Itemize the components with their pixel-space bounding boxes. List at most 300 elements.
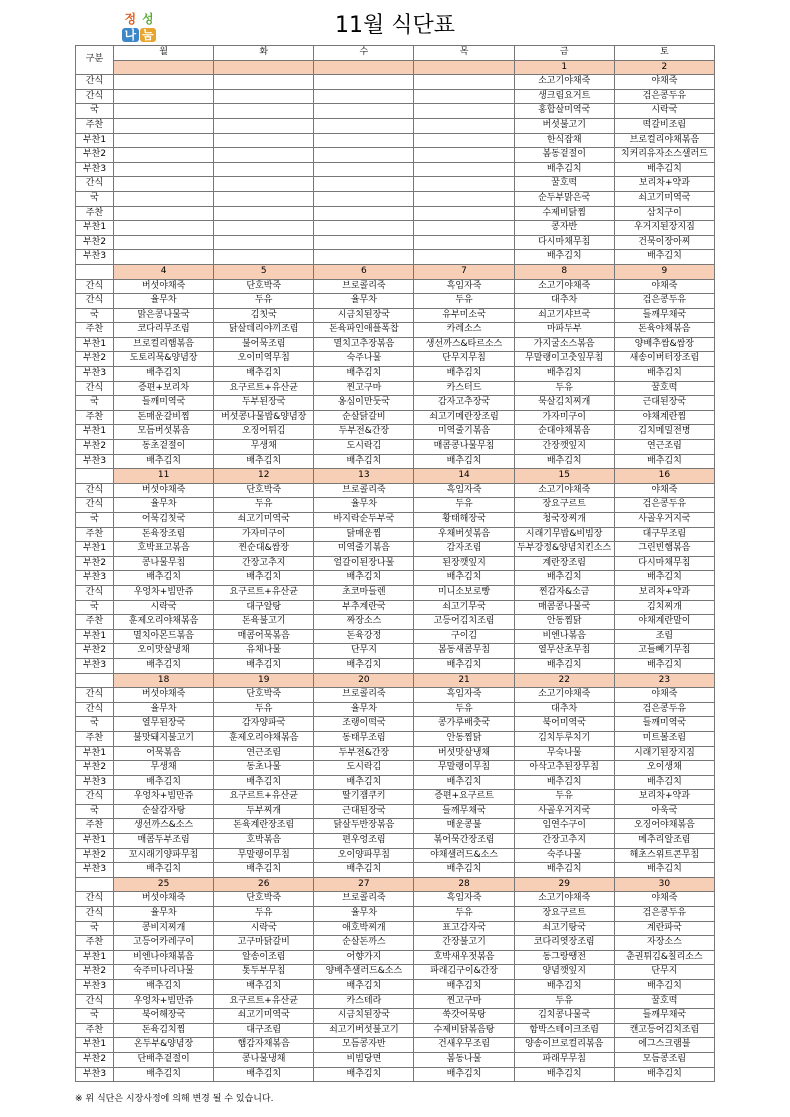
date-row xyxy=(76,877,715,892)
menu-row xyxy=(76,381,715,396)
menu-cell: 북어해장국 xyxy=(114,1009,214,1024)
menu-row xyxy=(76,542,715,557)
menu-cell: 어묵김칫국 xyxy=(114,513,214,528)
menu-cell xyxy=(414,177,514,192)
menu-row xyxy=(76,323,715,338)
row-label: 주찬 xyxy=(76,936,114,951)
menu-cell: 우엉차+빔만쥬 xyxy=(114,994,214,1009)
menu-cell: 율무차 xyxy=(114,498,214,513)
menu-cell: 버섯야채죽 xyxy=(114,892,214,907)
menu-cell: 배추김치 xyxy=(614,658,714,673)
menu-cell: 매운콩불 xyxy=(414,819,514,834)
menu-cell: 건새우무조림 xyxy=(414,1038,514,1053)
menu-cell: 캔고등어김치조림 xyxy=(614,1023,714,1038)
menu-table xyxy=(75,45,715,1082)
menu-cell: 카스테라 xyxy=(314,994,414,1009)
row-label: 간식 xyxy=(76,279,114,294)
date-cell xyxy=(414,60,514,75)
menu-cell: 배추김치 xyxy=(214,571,314,586)
logo-char: 정 xyxy=(122,12,139,27)
menu-cell: 쇠고기무국 xyxy=(414,600,514,615)
menu-cell: 숙주나물 xyxy=(514,848,614,863)
menu-cell: 요구르트+유산균 xyxy=(214,585,314,600)
menu-cell xyxy=(114,104,214,119)
menu-cell: 그린빈햄볶음 xyxy=(614,542,714,557)
menu-cell: 가지굴소스볶음 xyxy=(514,337,614,352)
row-label: 국 xyxy=(76,513,114,528)
menu-cell: 장요구르트 xyxy=(514,907,614,922)
menu-cell: 찐감자&소금 xyxy=(514,585,614,600)
menu-cell: 버섯야채죽 xyxy=(114,688,214,703)
menu-row xyxy=(76,746,715,761)
menu-cell: 다시마채무침 xyxy=(614,556,714,571)
menu-cell: 브로컬리햄볶음 xyxy=(114,337,214,352)
menu-cell: 아욱국 xyxy=(614,804,714,819)
menu-cell: 두유 xyxy=(514,994,614,1009)
menu-cell: 우엉차+빔만쥬 xyxy=(114,790,214,805)
menu-cell: 파래김구이&간장 xyxy=(414,965,514,980)
date-cell: 25 xyxy=(114,877,214,892)
menu-cell: 브로컬리야채볶음 xyxy=(614,133,714,148)
menu-cell: 쇠고기미역국 xyxy=(614,191,714,206)
menu-cell: 단무지 xyxy=(614,965,714,980)
menu-cell: 배추김치 xyxy=(214,454,314,469)
menu-cell: 홍합살미역국 xyxy=(514,104,614,119)
menu-cell xyxy=(314,75,414,90)
menu-cell: 생크림요거트 xyxy=(514,89,614,104)
menu-row xyxy=(76,892,715,907)
menu-cell: 돈육김치찜 xyxy=(114,1023,214,1038)
row-label: 부찬1 xyxy=(76,542,114,557)
menu-cell: 코다리엿장조림 xyxy=(514,936,614,951)
menu-cell: 배추김치 xyxy=(214,367,314,382)
menu-cell: 배추김치 xyxy=(614,250,714,265)
menu-cell: 카레소스 xyxy=(414,323,514,338)
menu-cell: 동태무조림 xyxy=(314,731,414,746)
menu-cell: 새송이버터장조림 xyxy=(614,352,714,367)
day-header: 토 xyxy=(614,46,714,61)
menu-cell: 사골우거지국 xyxy=(514,804,614,819)
row-label: 주찬 xyxy=(76,819,114,834)
row-label: 부찬3 xyxy=(76,250,114,265)
date-cell: 19 xyxy=(214,673,314,688)
menu-cell: 율무차 xyxy=(314,702,414,717)
date-row xyxy=(76,469,715,484)
menu-cell xyxy=(214,250,314,265)
menu-cell xyxy=(414,221,514,236)
menu-cell: 김치메밀전병 xyxy=(614,425,714,440)
menu-cell: 배추김치 xyxy=(314,367,414,382)
menu-cell xyxy=(114,118,214,133)
menu-cell: 검은콩두유 xyxy=(614,294,714,309)
menu-cell: 계란파국 xyxy=(614,921,714,936)
menu-cell: 배추김치 xyxy=(114,454,214,469)
menu-cell: 아삭고추된장무침 xyxy=(514,761,614,776)
menu-cell: 동초나물 xyxy=(214,761,314,776)
menu-cell: 순살돈까스 xyxy=(314,936,414,951)
row-label: 국 xyxy=(76,308,114,323)
date-cell: 7 xyxy=(414,264,514,279)
menu-cell xyxy=(114,191,214,206)
menu-cell: 고등어카레구이 xyxy=(114,936,214,951)
date-row-label xyxy=(76,469,114,484)
menu-cell xyxy=(114,162,214,177)
menu-cell: 콩자반 xyxy=(514,221,614,236)
row-label: 주찬 xyxy=(76,410,114,425)
menu-cell: 배추김치 xyxy=(314,1067,414,1082)
menu-cell: 시금치된장국 xyxy=(314,308,414,323)
menu-cell: 배추김치 xyxy=(114,571,214,586)
menu-cell: 김치콩나물국 xyxy=(514,1009,614,1024)
menu-cell: 버섯야채죽 xyxy=(114,483,214,498)
menu-cell: 배추김치 xyxy=(114,863,214,878)
menu-cell: 요구르트+유산균 xyxy=(214,790,314,805)
menu-cell xyxy=(214,89,314,104)
menu-cell: 쑥갓어묵탕 xyxy=(414,1009,514,1024)
menu-row xyxy=(76,994,715,1009)
menu-cell: 단호박죽 xyxy=(214,892,314,907)
menu-cell: 양념깻잎지 xyxy=(514,965,614,980)
menu-cell: 배추김치 xyxy=(614,162,714,177)
menu-cell: 배추김치 xyxy=(114,980,214,995)
menu-cell: 비빔당면 xyxy=(314,1052,414,1067)
menu-row xyxy=(76,863,715,878)
menu-cell: 임연수구이 xyxy=(514,819,614,834)
menu-row xyxy=(76,936,715,951)
menu-cell: 연근조림 xyxy=(214,746,314,761)
menu-cell: 우채버섯볶음 xyxy=(414,527,514,542)
menu-cell: 검은콩두유 xyxy=(614,702,714,717)
menu-cell: 배추김치 xyxy=(214,1067,314,1082)
menu-cell: 두부된장국 xyxy=(214,396,314,411)
menu-cell: 배추김치 xyxy=(414,775,514,790)
menu-cell: 호박표고볶음 xyxy=(114,542,214,557)
menu-cell: 단무지 xyxy=(314,644,414,659)
menu-cell: 모듬콩조림 xyxy=(614,1052,714,1067)
menu-cell: 율무차 xyxy=(114,907,214,922)
menu-row xyxy=(76,498,715,513)
row-label: 주찬 xyxy=(76,118,114,133)
date-cell: 21 xyxy=(414,673,514,688)
menu-cell: 양송이브로컬리볶음 xyxy=(514,1038,614,1053)
menu-row xyxy=(76,177,715,192)
menu-cell: 바지락순두부국 xyxy=(314,513,414,528)
row-label: 부찬2 xyxy=(76,848,114,863)
menu-cell: 열무된장국 xyxy=(114,717,214,732)
menu-row xyxy=(76,118,715,133)
menu-cell: 어향가지 xyxy=(314,950,414,965)
row-label: 부찬2 xyxy=(76,352,114,367)
menu-cell: 알송이조림 xyxy=(214,950,314,965)
menu-cell: 장요구르트 xyxy=(514,498,614,513)
row-label: 부찬2 xyxy=(76,235,114,250)
row-label: 국 xyxy=(76,804,114,819)
menu-cell: 조랭이떡국 xyxy=(314,717,414,732)
menu-cell xyxy=(214,75,314,90)
menu-cell: 봄동나물 xyxy=(414,1052,514,1067)
menu-cell xyxy=(114,206,214,221)
menu-cell: 소고기야채죽 xyxy=(514,688,614,703)
footer-note: ※ 위 식단은 시장사정에 의해 변경 될 수 있습니다. xyxy=(75,1094,274,1104)
menu-cell: 불어묵조림 xyxy=(214,337,314,352)
date-cell: 30 xyxy=(614,877,714,892)
header-row xyxy=(76,46,715,61)
menu-cell xyxy=(414,191,514,206)
menu-cell: 율무차 xyxy=(314,907,414,922)
row-label: 부찬2 xyxy=(76,761,114,776)
menu-cell: 율무차 xyxy=(114,294,214,309)
menu-cell: 야채계란찜 xyxy=(614,410,714,425)
menu-cell: 생선까스&소스 xyxy=(114,819,214,834)
menu-cell: 단호박죽 xyxy=(214,688,314,703)
menu-cell: 오이생채 xyxy=(614,761,714,776)
row-label: 부찬3 xyxy=(76,775,114,790)
menu-cell: 꿀호떡 xyxy=(614,381,714,396)
menu-cell: 돈육파인애플폭찹 xyxy=(314,323,414,338)
menu-cell: 두유 xyxy=(214,294,314,309)
menu-cell xyxy=(114,133,214,148)
row-label: 부찬1 xyxy=(76,834,114,849)
menu-row xyxy=(76,571,715,586)
date-cell: 28 xyxy=(414,877,514,892)
menu-cell: 율무차 xyxy=(314,498,414,513)
menu-cell: 에그스크램블 xyxy=(614,1038,714,1053)
menu-cell: 소고기야채죽 xyxy=(514,279,614,294)
row-label: 간식 xyxy=(76,294,114,309)
menu-row xyxy=(76,921,715,936)
row-label: 간식 xyxy=(76,89,114,104)
menu-cell: 북어미역국 xyxy=(514,717,614,732)
menu-row xyxy=(76,731,715,746)
menu-cell: 김치두루치기 xyxy=(514,731,614,746)
row-label: 부찬3 xyxy=(76,1067,114,1082)
menu-cell: 두부전&간장 xyxy=(314,746,414,761)
row-label: 부찬2 xyxy=(76,556,114,571)
menu-cell: 흑임자죽 xyxy=(414,688,514,703)
row-label: 부찬2 xyxy=(76,148,114,163)
menu-cell: 춘권튀김&칠리소스 xyxy=(614,950,714,965)
menu-cell xyxy=(314,177,414,192)
menu-cell xyxy=(314,206,414,221)
menu-cell: 배추김치 xyxy=(314,571,414,586)
date-row-label xyxy=(76,877,114,892)
menu-cell: 요구르트+유산균 xyxy=(214,381,314,396)
menu-cell: 맑은콩나물국 xyxy=(114,308,214,323)
menu-cell: 파래무무침 xyxy=(514,1052,614,1067)
menu-cell: 브로콜리죽 xyxy=(314,688,414,703)
menu-cell: 햄감자채볶음 xyxy=(214,1038,314,1053)
menu-cell: 배추김치 xyxy=(514,658,614,673)
menu-cell: 율무차 xyxy=(114,702,214,717)
menu-cell xyxy=(314,89,414,104)
logo-char: 눔 xyxy=(140,28,157,43)
menu-cell xyxy=(314,162,414,177)
row-label: 주찬 xyxy=(76,323,114,338)
menu-cell: 배추김치 xyxy=(414,658,514,673)
menu-cell: 표고감자국 xyxy=(414,921,514,936)
menu-row xyxy=(76,75,715,90)
menu-cell: 수제비닭볶음탕 xyxy=(414,1023,514,1038)
menu-row xyxy=(76,1038,715,1053)
menu-row xyxy=(76,337,715,352)
menu-cell xyxy=(214,133,314,148)
date-cell: 8 xyxy=(514,264,614,279)
menu-cell: 배추김치 xyxy=(214,658,314,673)
menu-cell: 오이미역무침 xyxy=(214,352,314,367)
menu-cell: 돈육야채볶음 xyxy=(614,323,714,338)
menu-cell: 대추차 xyxy=(514,702,614,717)
date-cell: 29 xyxy=(514,877,614,892)
menu-row xyxy=(76,396,715,411)
menu-cell: 들깨미역국 xyxy=(614,717,714,732)
menu-cell: 부추계란국 xyxy=(314,600,414,615)
menu-cell xyxy=(214,162,314,177)
menu-row xyxy=(76,819,715,834)
menu-cell: 애호박찌개 xyxy=(314,921,414,936)
menu-row xyxy=(76,790,715,805)
menu-cell: 오징어야채볶음 xyxy=(614,819,714,834)
row-label: 주찬 xyxy=(76,731,114,746)
menu-row xyxy=(76,834,715,849)
menu-cell: 비엔나야채볶음 xyxy=(114,950,214,965)
menu-cell: 야채죽 xyxy=(614,688,714,703)
menu-row xyxy=(76,907,715,922)
menu-cell: 순대야채볶음 xyxy=(514,425,614,440)
row-label: 국 xyxy=(76,600,114,615)
menu-cell: 증편+요구르트 xyxy=(414,790,514,805)
menu-cell: 검은콩두유 xyxy=(614,498,714,513)
logo-char: 나 xyxy=(122,28,139,43)
menu-cell: 야채죽 xyxy=(614,892,714,907)
menu-cell: 단호박죽 xyxy=(214,279,314,294)
menu-cell: 배추김치 xyxy=(214,775,314,790)
menu-cell: 쇠고기탕국 xyxy=(514,921,614,936)
menu-cell: 수제비닭찜 xyxy=(514,206,614,221)
menu-cell: 대구조림 xyxy=(214,1023,314,1038)
menu-row xyxy=(76,148,715,163)
row-label: 부찬1 xyxy=(76,133,114,148)
menu-cell: 두유 xyxy=(214,907,314,922)
date-row xyxy=(76,673,715,688)
menu-cell xyxy=(214,177,314,192)
date-cell: 1 xyxy=(514,60,614,75)
menu-cell: 된장깻잎지 xyxy=(414,556,514,571)
menu-cell: 간장깻잎지 xyxy=(514,440,614,455)
date-cell: 11 xyxy=(114,469,214,484)
menu-cell: 미니소보로빵 xyxy=(414,585,514,600)
menu-cell xyxy=(214,104,314,119)
row-label: 간식 xyxy=(76,585,114,600)
menu-cell: 콩나물무침 xyxy=(114,556,214,571)
menu-cell: 찐고구마 xyxy=(414,994,514,1009)
row-label: 국 xyxy=(76,104,114,119)
row-label: 부찬1 xyxy=(76,425,114,440)
menu-cell: 감자조림 xyxy=(414,542,514,557)
menu-cell: 돈육강정 xyxy=(314,629,414,644)
menu-cell: 버섯야채죽 xyxy=(114,279,214,294)
row-label: 간식 xyxy=(76,994,114,1009)
menu-cell xyxy=(414,235,514,250)
menu-cell: 배추김치 xyxy=(614,1067,714,1082)
menu-cell: 가자미구이 xyxy=(514,410,614,425)
menu-cell: 두유 xyxy=(214,498,314,513)
menu-cell: 두유 xyxy=(414,294,514,309)
row-label: 주찬 xyxy=(76,615,114,630)
menu-cell: 미역줄기볶음 xyxy=(314,542,414,557)
menu-cell: 야채샐러드&소스 xyxy=(414,848,514,863)
menu-cell: 배추김치 xyxy=(114,658,214,673)
menu-cell: 배추김치 xyxy=(614,863,714,878)
menu-cell xyxy=(414,118,514,133)
menu-cell: 두유 xyxy=(514,381,614,396)
date-cell: 15 xyxy=(514,469,614,484)
menu-cell: 배추김치 xyxy=(614,980,714,995)
page-title: 11월 식단표 xyxy=(335,13,455,38)
menu-cell: 쇠고기메란장조림 xyxy=(414,410,514,425)
menu-cell xyxy=(414,148,514,163)
menu-cell: 김칫국 xyxy=(214,308,314,323)
menu-cell: 꿀호떡 xyxy=(614,994,714,1009)
menu-cell: 계란장조림 xyxy=(514,556,614,571)
row-label: 간식 xyxy=(76,498,114,513)
menu-cell: 간장고추지 xyxy=(214,556,314,571)
menu-table-body xyxy=(76,46,715,1082)
menu-cell: 코다리무조림 xyxy=(114,323,214,338)
date-row xyxy=(76,264,715,279)
menu-row xyxy=(76,221,715,236)
row-label: 부찬1 xyxy=(76,1038,114,1053)
menu-row xyxy=(76,1067,715,1082)
menu-cell: 카스터드 xyxy=(414,381,514,396)
menu-cell: 배추김치 xyxy=(314,863,414,878)
menu-cell: 배추김치 xyxy=(514,863,614,878)
menu-cell: 가자미구이 xyxy=(214,527,314,542)
menu-cell: 열무산초무침 xyxy=(514,644,614,659)
menu-cell: 청국장찌개 xyxy=(514,513,614,528)
date-row-label xyxy=(76,673,114,688)
menu-cell: 쇠고기미역국 xyxy=(214,1009,314,1024)
row-label: 부찬3 xyxy=(76,658,114,673)
date-cell: 13 xyxy=(314,469,414,484)
date-cell xyxy=(114,60,214,75)
row-label: 부찬2 xyxy=(76,965,114,980)
menu-cell: 버섯맛살냉채 xyxy=(414,746,514,761)
menu-cell: 찐고구마 xyxy=(314,381,414,396)
menu-cell xyxy=(114,75,214,90)
menu-cell: 보리차+약과 xyxy=(614,790,714,805)
menu-cell xyxy=(414,250,514,265)
menu-cell: 훈제오리야채볶음 xyxy=(114,615,214,630)
row-label: 부찬3 xyxy=(76,571,114,586)
menu-cell: 오징어튀김 xyxy=(214,425,314,440)
menu-cell: 순살닭갈비 xyxy=(314,410,414,425)
menu-cell: 연근조림 xyxy=(614,440,714,455)
menu-cell: 단호박죽 xyxy=(214,483,314,498)
menu-row xyxy=(76,717,715,732)
menu-cell: 브로콜리죽 xyxy=(314,892,414,907)
menu-cell xyxy=(314,104,414,119)
menu-row xyxy=(76,352,715,367)
date-cell: 27 xyxy=(314,877,414,892)
menu-cell: 배추김치 xyxy=(514,980,614,995)
menu-cell: 배추김치 xyxy=(414,571,514,586)
day-header: 목 xyxy=(414,46,514,61)
date-cell: 5 xyxy=(214,264,314,279)
menu-cell: 증편+보리차 xyxy=(114,381,214,396)
menu-cell: 들깨무채국 xyxy=(614,308,714,323)
menu-cell xyxy=(314,250,414,265)
menu-cell xyxy=(214,206,314,221)
